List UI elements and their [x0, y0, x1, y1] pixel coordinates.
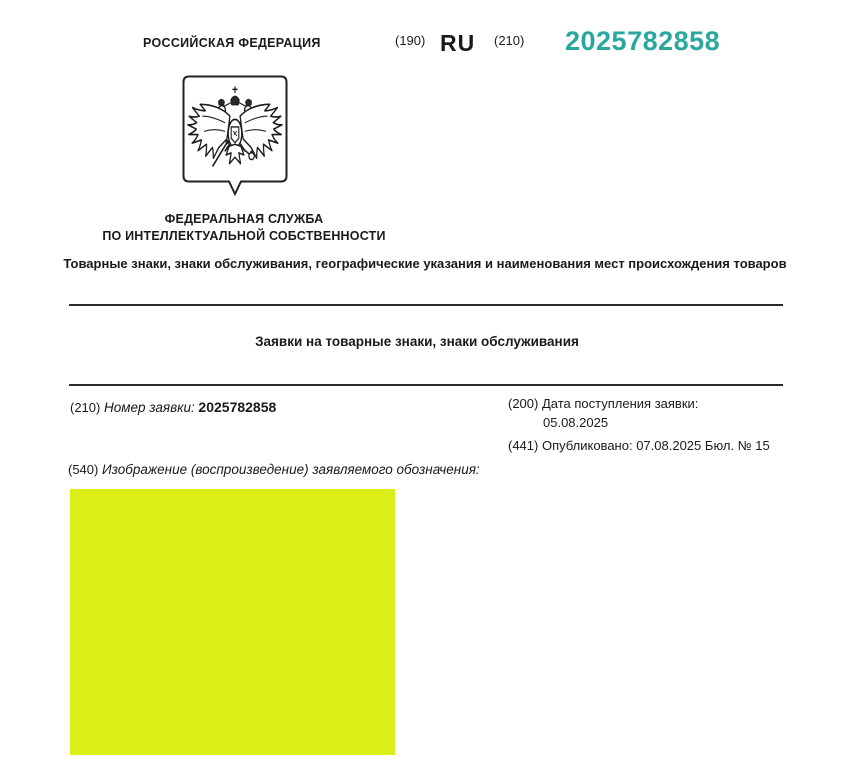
- register-subtitle: Товарные знаки, знаки обслуживания, географические указания и наименования мест происхождения товаров: [63, 256, 787, 271]
- mark-image-label: Изображение (воспроизведение) заявляемого обозначения:: [101, 462, 480, 477]
- application-number-header: 2025782858: [565, 26, 721, 56]
- agency-name: [94, 211, 394, 245]
- agency-name-line2: ПО ИНТЕЛЛЕКТУАЛЬНОЙ СОБСТВЕННОСТИ: [102, 229, 386, 243]
- divider-top: [69, 304, 783, 306]
- dates-column: [508, 395, 818, 455]
- trademark-image: [70, 489, 395, 755]
- bulletin-number-value: 15: [755, 438, 770, 453]
- filing-date-value-row: [508, 414, 818, 432]
- inid-code-540: (540): [68, 462, 99, 477]
- section-title: Заявки на товарные знаки, знаки обслуживания: [255, 334, 579, 349]
- filing-date-label: Дата поступления заявки:: [541, 396, 699, 411]
- inid-code-210-header: (210): [494, 33, 525, 48]
- field-filing-date: [508, 395, 818, 413]
- inid-code-200: (200): [508, 396, 539, 411]
- field-published: [508, 437, 818, 455]
- published-date-value: 07.08.2025: [636, 438, 702, 453]
- country-label: РОССИЙСКАЯ ФЕДЕРАЦИЯ: [143, 36, 321, 50]
- filing-date-value: 05.08.2025: [543, 415, 609, 430]
- application-number-label: Номер заявки:: [103, 400, 195, 415]
- published-label: Опубликовано:: [541, 438, 633, 453]
- field-mark-image: [68, 462, 480, 477]
- inid-code-190: (190): [395, 33, 426, 48]
- inid-code-441: (441): [508, 438, 539, 453]
- inid-code-210: (210): [70, 400, 101, 415]
- coat-of-arms-icon: [182, 75, 288, 199]
- bulletin-label: Бюл. №: [704, 438, 752, 453]
- application-number-value: 2025782858: [198, 399, 277, 415]
- field-application-number: [70, 399, 276, 415]
- agency-name-line1: ФЕДЕРАЛЬНАЯ СЛУЖБА: [164, 212, 324, 226]
- country-code: RU: [440, 30, 476, 56]
- divider-bottom: [69, 384, 783, 386]
